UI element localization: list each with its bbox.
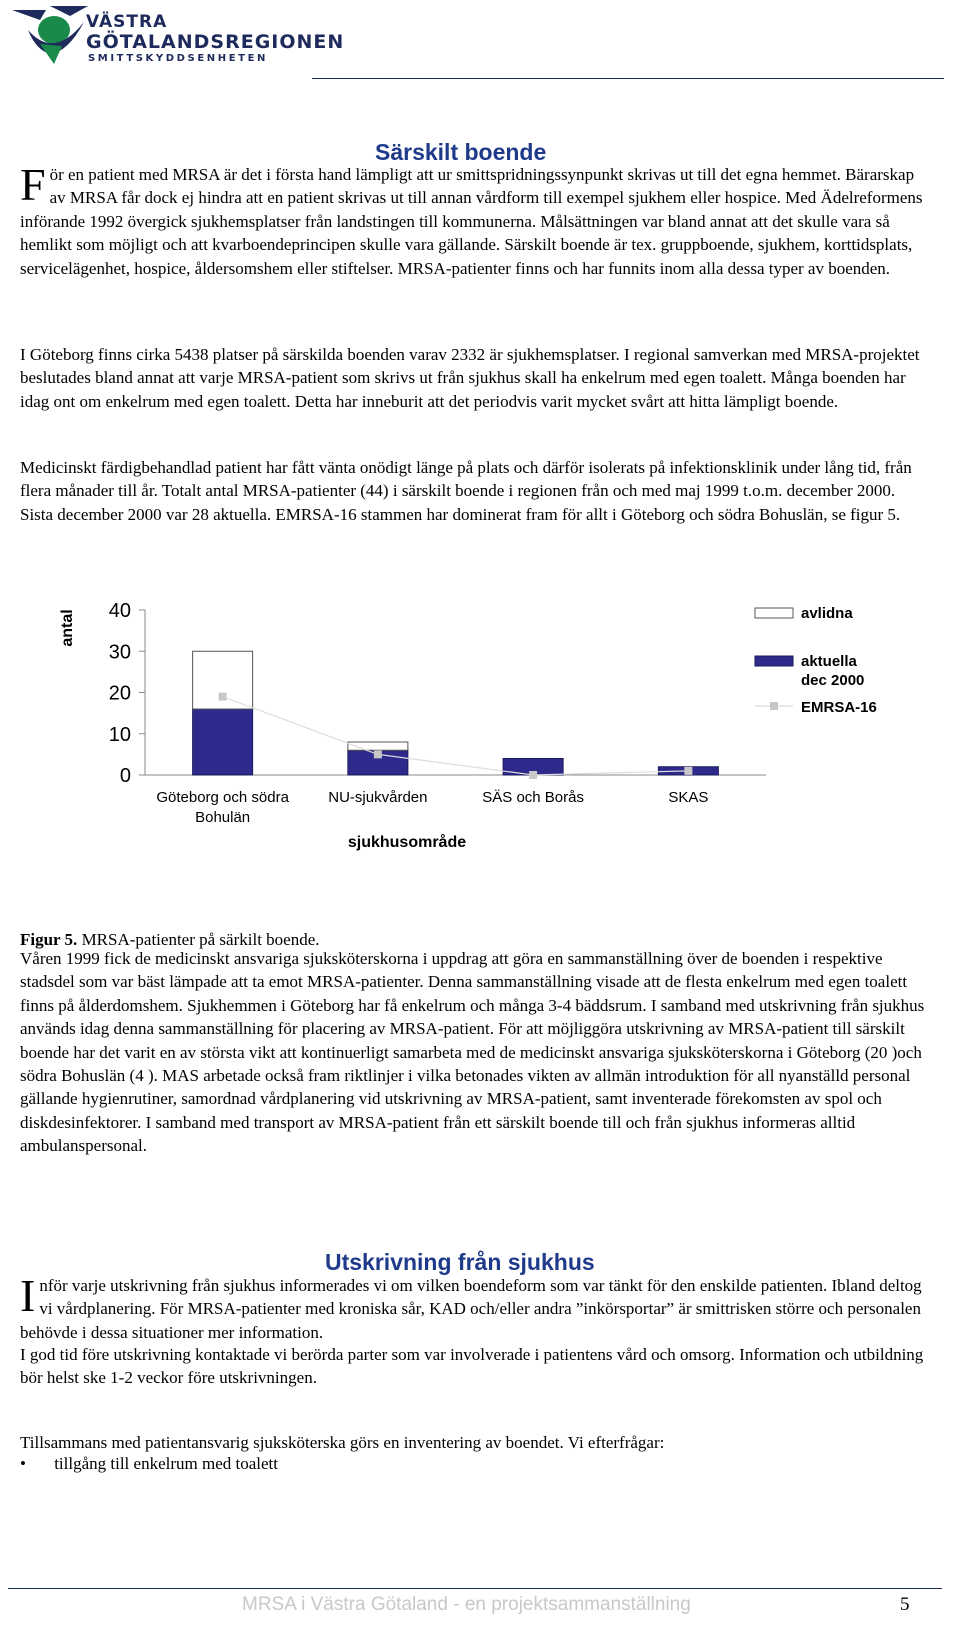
legend-label-emrsa: EMRSA-16 [801, 699, 877, 716]
figure-caption-text: MRSA-patienter på särkilt boende. [77, 930, 320, 949]
point-emrsa [219, 693, 227, 701]
x-tick-label: NU-sjukvården [328, 789, 428, 806]
paragraph-3: Medicinskt färdigbehandlad patient har fått vänta onödigt länge på plats och därför isolerats på infektionsklinik under lång tid, från flera månader till år. Totalt antal MRSA-patienter (44) i särskilt boende i regionen från och med maj 1999 t.o.m. december 2000. Sista december 2000 var 28 aktuella. EMRSA-16 stammen har dominerat fram för allt i Göteborg och södra Bohuslän, se figur 5. [20, 458, 912, 524]
page-number: 5 [900, 1594, 910, 1615]
y-tick-label: 10 [108, 723, 131, 746]
paragraph-5 [20, 1270, 925, 1344]
footer-rule [8, 1588, 942, 1589]
x-axis-label: sjukhusområde [347, 834, 467, 851]
bullet-item [20, 1454, 278, 1474]
bar-aktuella [193, 709, 253, 775]
dropcap-f: F [20, 159, 46, 210]
x-tick-label: SKAS [668, 789, 709, 806]
x-tick-label: Göteborg och södra [156, 789, 289, 806]
section-title-sarskilt-boende: Särskilt boende [375, 139, 547, 165]
mrsa-chart [50, 600, 930, 900]
paragraph-6: I god tid före utskrivning kontaktade vi berörda parter som var involverade i patientens vård och omsorg. Information och utbildning bör helst ske 1-2 veckor före utskrivningen. [20, 1345, 924, 1388]
logo-line-3: SMITTSKYDDSENHETEN [88, 53, 268, 64]
x-tick-label: Bohulän [195, 809, 251, 826]
y-tick-label: 20 [108, 682, 131, 705]
y-axis-label: antal [59, 609, 76, 647]
figure-caption-label: Figur 5. [20, 930, 78, 949]
legend-swatch-aktuella [755, 656, 793, 666]
bullet-item-text: tillgång till enkelrum med toalett [54, 1454, 278, 1473]
legend-label-avlidna: avlidna [801, 605, 853, 622]
y-tick-label: 40 [108, 600, 131, 622]
point-emrsa [529, 771, 537, 779]
y-tick-label: 0 [119, 765, 131, 787]
point-emrsa [684, 767, 692, 775]
paragraph-1-text: ör en patient med MRSA är det i första hand lämpligt att ur smittspridningssynpunkt skrivas ut till det egna hemmet. Bärarskap av MRSA får dock ej hindra att en patient skrivas ut till annan vårdform till exempel sjukhem eller hospice. Med Ädelreformens införande 1992 övergick sjukhemsplatser från landstingen till kommunerna. Målsättningen var bland annat att det skulle vara så hemlikt som möjligt och att kvarboendeprincipen skulle vara gällande. Särskilt boende är tex. gruppboende, sjukhem, korttidsplats, servicelägenhet, hospice, åldersomshem eller stiftelser. MRSA-patienter finns och har funnits inom alla dessa typer av boenden. [20, 165, 923, 278]
legend-swatch-avlidna [755, 608, 793, 618]
paragraph-1 [20, 159, 925, 280]
series-line-emrsa [223, 697, 689, 775]
logo-line-2: GÖTALANDSREGIONEN [86, 31, 345, 53]
paragraph-2: I Göteborg finns cirka 5438 platser på särskilda boenden varav 2332 är sjukhemsplatser. I regional samverkan med MRSA-projektet beslutades bland annat att varje MRSA-patient som skrivs ut från sjukhus skall ha enkelrum med egen toalett. Många boenden har idag ont om enkelrum med egen toalett. Detta har inneburit att det periodvis varit mycket svårt att hitta lämpligt boende. [20, 345, 920, 411]
dropcap-i: I [20, 1270, 36, 1321]
paragraph-5-text: nför varje utskrivning från sjukhus informerades vi om vilken boendeform som var tänkt för den enskilde patienten. Ibland deltog vi vårdplanering. För MRSA-patienter med kroniska sår, KAD och/eller andra ”inkörsportar” är smittrisken större och personalen behövde i dessa situationer mer information. [20, 1276, 922, 1342]
region-logo-icon [10, 4, 90, 66]
point-emrsa [374, 750, 382, 758]
legend-label-aktuella: dec 2000 [801, 672, 865, 689]
bullet-icon: • [20, 1454, 26, 1473]
y-tick-label: 30 [108, 641, 131, 664]
legend-label-aktuella: aktuella [801, 653, 857, 670]
logo-line-1: VÄSTRA [86, 12, 168, 32]
x-tick-label: SÄS och Borås [482, 789, 584, 806]
footer-title: MRSA i Västra Götaland - en projektsammanställning [242, 1594, 691, 1615]
legend-marker-emrsa [770, 702, 778, 710]
section-title-utskrivning: Utskrivning från sjukhus [325, 1249, 595, 1275]
paragraph-7: Tillsammans med patientansvarig sjuksköterska görs en inventering av boendet. Vi efterfrågar: [20, 1433, 665, 1452]
paragraph-4: Våren 1999 fick de medicinskt ansvariga sjuksköterskorna i uppdrag att göra en sammanställning över de boenden i respektive stadsdel som var bäst lämpade att ta emot MRSA-patienter. Denna sammanställning visade att de flesta enkelrum med egen toalett finns på ålderdomshem. Sjukhemmen i Göteborg har få enkelrum och många 3-4 bäddsrum. I samband med utskrivning från sjukhus används idag denna sammanställning för placering av MRSA-patient. För att möjliggöra utskrivning av MRSA-patient till särskilt boende har det varit en av största vikt att kontinuerligt samarbeta med de medicinskt ansvariga sjuksköterskorna i Göteborg (20 )och södra Bohuslän (4 ). MAS arbetade också fram riktlinjer i vilka betonades vikten av allmän introduktion för all nyanställd personal gällande hygienrutiner, samordnad vårdplanering vid utskrivning av MRSA-patient, samt inventerade förekomsten av spol och diskdesinfektorer. I samband med transport av MRSA-patient från ett särskilt boende till och från sjukhus informeras alltid ambulanspersonal. [20, 949, 925, 1156]
header-rule [312, 78, 944, 79]
